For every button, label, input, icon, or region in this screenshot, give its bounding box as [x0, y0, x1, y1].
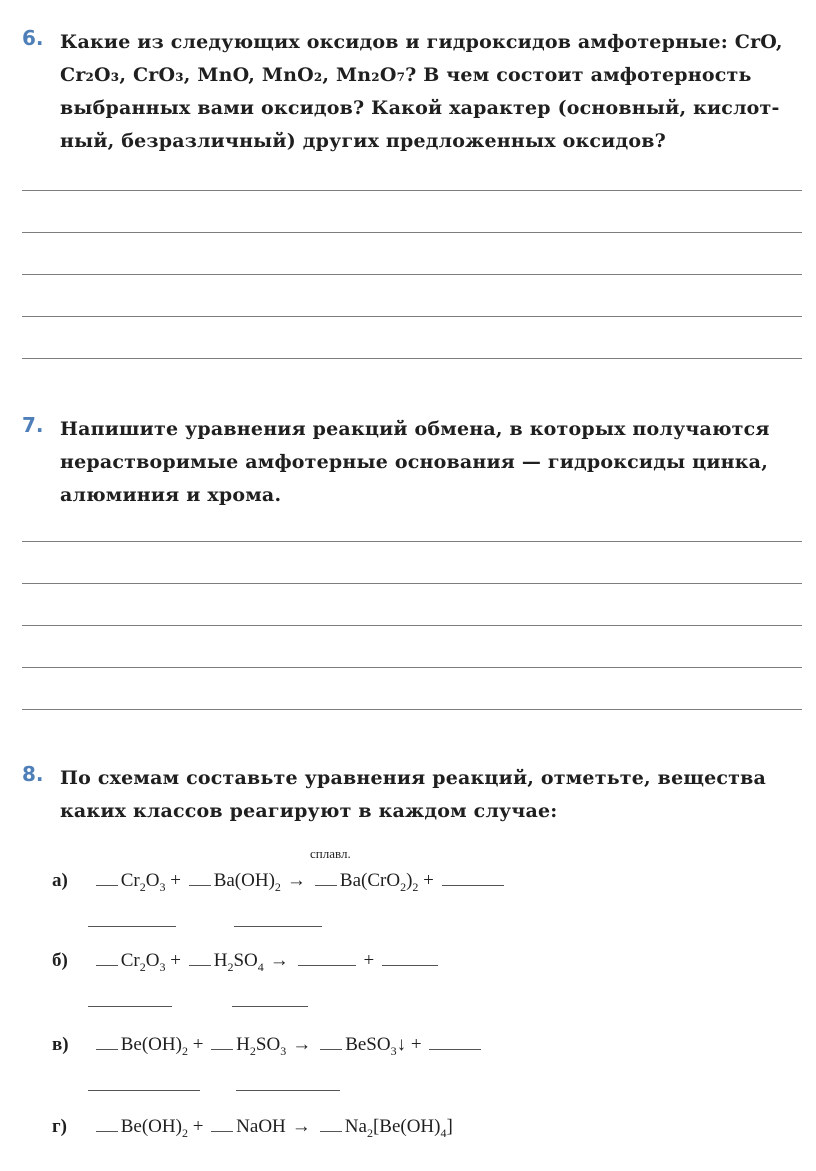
text-line: Какие из следующих оксидов и гидроксидов амфотерные: CrO, — [60, 31, 783, 53]
coefficient-blank[interactable] — [211, 1117, 233, 1132]
coefficient-blank[interactable] — [96, 1035, 118, 1050]
coefficient-blank[interactable] — [320, 1117, 342, 1132]
class-answer-line[interactable] — [234, 926, 322, 927]
class-answer-line[interactable] — [236, 1090, 340, 1091]
answer-line[interactable] — [22, 709, 802, 710]
task-number: 7. — [22, 413, 44, 437]
reaction-label: г) — [52, 1116, 67, 1137]
task-7 — [22, 413, 807, 512]
reaction-label: а) — [52, 870, 68, 891]
coefficient-blank[interactable] — [96, 871, 118, 886]
text-line: ный, безразличный) других предложенных оксидов? — [60, 130, 666, 152]
product-blank[interactable] — [298, 951, 356, 966]
answer-line[interactable] — [22, 667, 802, 668]
task-number: 6. — [22, 26, 44, 50]
reaction-label: б) — [52, 950, 68, 971]
reaction-label: в) — [52, 1034, 69, 1055]
class-answer-line[interactable] — [88, 1006, 172, 1007]
task-text — [60, 762, 807, 828]
plus-sign: + — [423, 870, 434, 891]
answer-lines — [22, 190, 802, 400]
coefficient-blank[interactable] — [96, 1117, 118, 1132]
reaction-g: г) $Be(OH)_2$ + NaOH → $Na_2[Be(OH)_4]$ — [52, 1116, 453, 1140]
plus-sign: + — [410, 1034, 422, 1055]
text-line: нерастворимые амфотерные основания — гидроксиды цинка, — [60, 451, 769, 473]
answer-line[interactable] — [22, 232, 802, 233]
coefficient-blank[interactable] — [189, 871, 211, 886]
product-blank[interactable] — [382, 951, 438, 966]
arrow-icon: → — [292, 1034, 312, 1055]
arrow-icon: → — [291, 1116, 311, 1137]
precipitate-arrow-icon: ↓ — [396, 1034, 407, 1055]
product-blank[interactable] — [442, 871, 504, 886]
answer-line[interactable] — [22, 190, 802, 191]
text-line: выбранных вами оксидов? Какой характер (основный, кислот- — [60, 97, 780, 119]
text-line: алюминия и хрома. — [60, 484, 282, 506]
task-8 — [22, 762, 807, 828]
reaction-a: а) $Cr_2O_3 + Ba(OH)_2 \to Ba(CrO_2)_2$ + — [52, 870, 507, 895]
answer-lines — [22, 541, 802, 751]
answer-line[interactable] — [22, 625, 802, 626]
answer-line[interactable] — [22, 274, 802, 275]
reaction-v: в) $Be(OH)_2 + H_2SO_3$ → BeSO$_3$↓ + — [52, 1034, 484, 1059]
plus-sign: + — [192, 1116, 204, 1137]
task-number: 8. — [22, 762, 44, 786]
coefficient-blank[interactable] — [211, 1035, 233, 1050]
task-6 — [22, 26, 807, 158]
plus-sign: + — [192, 1034, 204, 1055]
task-text — [60, 26, 807, 158]
answer-line[interactable] — [22, 316, 802, 317]
plus-sign: + — [170, 870, 181, 891]
class-answer-line[interactable] — [88, 1090, 200, 1091]
text-line: каких классов реагируют в каждом случае: — [60, 800, 558, 822]
task-text — [60, 413, 807, 512]
coefficient-blank[interactable] — [189, 951, 211, 966]
class-answer-line[interactable] — [88, 926, 176, 927]
text-line: Cr₂O₃, CrO₃, MnO, MnO₂, Mn₂O₇? В чем состоит амфотерность — [60, 64, 752, 86]
answer-line[interactable] — [22, 358, 802, 359]
coefficient-blank[interactable] — [96, 951, 118, 966]
arrow-icon: → — [269, 950, 289, 971]
text-line: По схемам составьте уравнения реакций, отметьте, вещества — [60, 767, 767, 789]
reaction-b: б) $Cr_2O_3 + H_2SO_4$ → + — [52, 950, 441, 975]
coefficient-blank[interactable] — [320, 1035, 342, 1050]
plus-sign: + — [363, 950, 375, 971]
coefficient-blank[interactable] — [315, 871, 337, 886]
reaction-condition: сплавл. — [310, 846, 351, 861]
arrow-icon: → — [286, 870, 306, 891]
product-blank[interactable] — [429, 1035, 481, 1050]
text-line: Напишите уравнения реакций обмена, в которых получаются — [60, 418, 770, 440]
answer-line[interactable] — [22, 583, 802, 584]
class-answer-line[interactable] — [232, 1006, 308, 1007]
plus-sign: + — [170, 950, 181, 971]
answer-line[interactable] — [22, 541, 802, 542]
